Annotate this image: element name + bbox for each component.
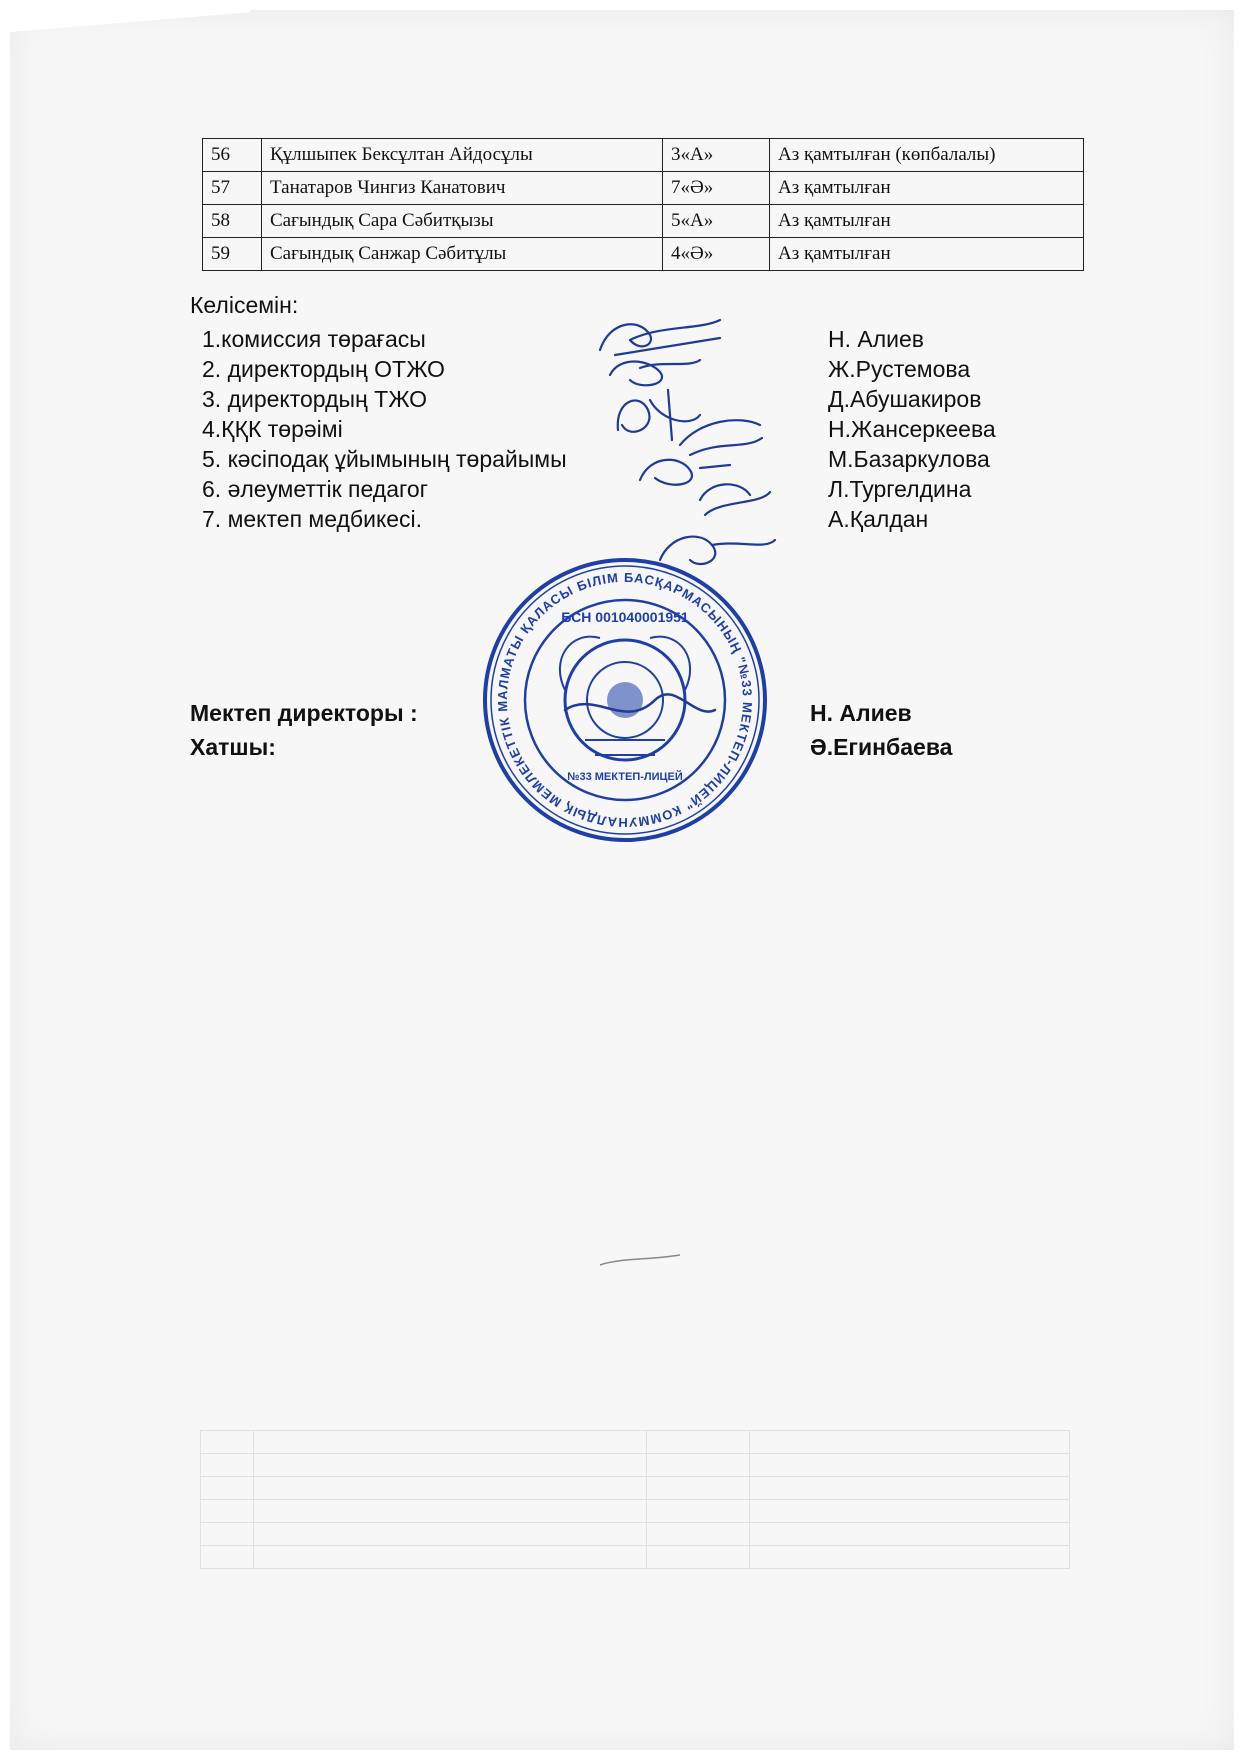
student-number: 57 bbox=[203, 172, 262, 205]
official-stamp bbox=[485, 560, 765, 840]
student-class: 3«А» bbox=[663, 139, 770, 172]
approval-person: Ж.Рустемова bbox=[828, 356, 971, 382]
student-name: Құлшыпек Бексұлтан Айдосұлы bbox=[262, 139, 663, 172]
director-person: Н. Алиев bbox=[810, 700, 912, 726]
student-number: 59 bbox=[203, 238, 262, 271]
signature-6 bbox=[700, 484, 770, 515]
svg-text:БСН 001040001951: БСН 001040001951 bbox=[561, 609, 689, 625]
student-category: Аз қамтылған bbox=[770, 205, 1084, 238]
bleed-through-table bbox=[200, 1430, 1070, 1569]
svg-text:АЛМАТЫ ҚАЛАСЫ БІЛІМ БАСҚАРМАСЫ: АЛМАТЫ ҚАЛАСЫ БІЛІМ БАСҚАРМАСЫНЫҢ "№33 МЕКТЕП-ЛИЦЕЙ" КОММУНАЛДЫҚ МЕМЛЕКЕТТІК М bbox=[494, 569, 756, 831]
student-category: Аз қамтылған (көпбалалы) bbox=[770, 139, 1084, 172]
student-category: Аз қамтылған bbox=[770, 172, 1084, 205]
student-class: 7«Ә» bbox=[663, 172, 770, 205]
svg-text:№33 МЕКТЕП-ЛИЦЕЙ: №33 МЕКТЕП-ЛИЦЕЙ bbox=[567, 771, 683, 783]
student-category: Аз қамтылған bbox=[770, 238, 1084, 271]
approval-title: Келісемін: bbox=[190, 292, 299, 318]
approval-role: 7. мектеп медбикесі. bbox=[202, 506, 423, 532]
scribble-mark bbox=[600, 1255, 680, 1265]
approval-person: Н.Жансеркеева bbox=[828, 416, 996, 442]
approval-role: 2. директордың ОТЖО bbox=[202, 356, 445, 382]
student-number: 56 bbox=[203, 139, 262, 172]
approval-role: 6. әлеуметтік педагог bbox=[202, 476, 429, 502]
student-class: 4«Ә» bbox=[663, 238, 770, 271]
student-name: Сағындық Сара Сәбитқызы bbox=[262, 205, 663, 238]
secretary-role: Хатшы: bbox=[190, 734, 276, 760]
approval-role: 1.комиссия төрағасы bbox=[202, 326, 426, 352]
student-number: 58 bbox=[203, 205, 262, 238]
student-name: Танатаров Чингиз Канатович bbox=[262, 172, 663, 205]
signature-7 bbox=[660, 537, 775, 564]
approval-role: 3. директордың ТЖО bbox=[202, 386, 428, 412]
signature-5 bbox=[640, 460, 730, 485]
signature-3 bbox=[618, 390, 700, 440]
student-class: 5«А» bbox=[663, 205, 770, 238]
signature-2 bbox=[610, 360, 700, 385]
approval-person: Л.Тургелдина bbox=[828, 476, 972, 502]
approval-person: Н. Алиев bbox=[828, 326, 925, 352]
signature-1 bbox=[600, 320, 720, 355]
approval-person: А.Қалдан bbox=[828, 506, 929, 532]
director-role: Мектеп директоры : bbox=[190, 700, 418, 726]
approval-role: 5. кәсіподақ ұйымының төрайымы bbox=[202, 446, 567, 472]
secretary-person: Ә.Егинбаева bbox=[810, 734, 953, 760]
approval-person: М.Базаркулова bbox=[828, 446, 990, 472]
approval-person: Д.Абушакиров bbox=[828, 386, 982, 412]
signature-4 bbox=[680, 420, 762, 455]
approval-role: 4.ҚҚК төрәімі bbox=[202, 416, 343, 442]
student-name: Сағындық Санжар Сәбитұлы bbox=[262, 238, 663, 271]
